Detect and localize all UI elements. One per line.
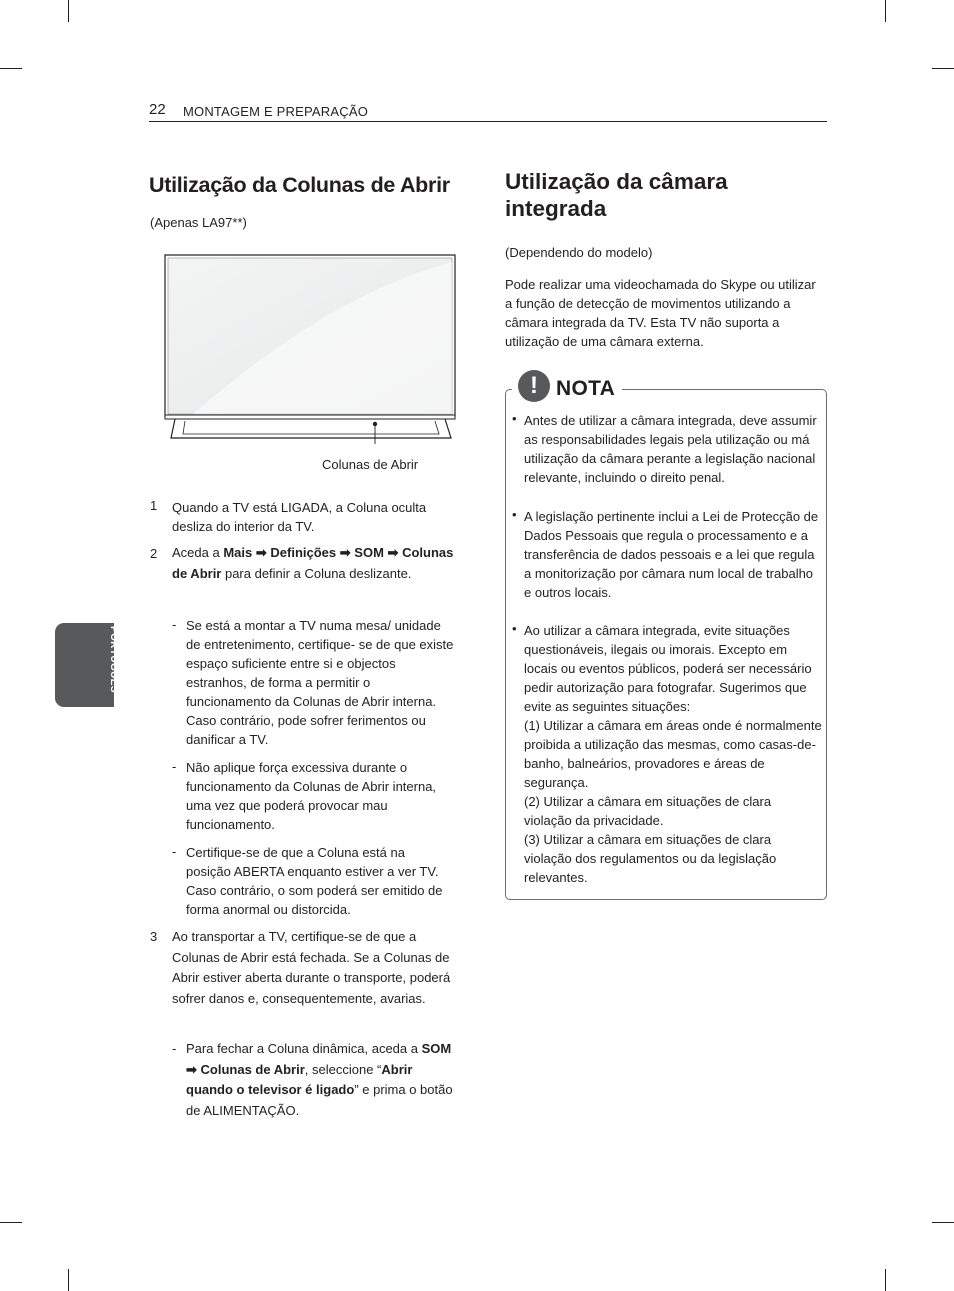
page-header <box>149 100 827 122</box>
dash-bullet: - <box>172 617 177 632</box>
step-text: Ao transportar a TV, certifique-se de que a Colunas de Abrir está fechada. Se a Colunas de Abrir estiver aberta durante o transporte, poderá sofrer danos e, consequentemente, avarias. <box>172 929 451 1006</box>
note-item: Antes de utilizar a câmara integrada, deve assumir as responsabilidades legais pela utilização ou má utilização da câmara perante a legislação nacional relevante, incluindo o direito penal. <box>524 413 817 485</box>
step-text: Quando a TV está LIGADA, a Coluna oculta desliza do interior da TV. <box>172 500 427 534</box>
note-item: A legislação pertinente inclui a Lei de Protecção de Dados Pessoais que regula o processamento e a transferência de dados pessoais e a lei que regula a monitorização por câmara num local de trabalho e outros locais. <box>524 509 819 600</box>
exclamation-glyph: ! <box>530 372 538 399</box>
step-number: 1 <box>150 498 158 513</box>
crop-mark <box>885 1269 886 1291</box>
crop-mark <box>932 1222 954 1223</box>
crop-mark <box>885 0 886 22</box>
left-model-note: (Apenas LA97**) <box>150 215 247 230</box>
page-number: 22 <box>149 101 166 118</box>
step-text: Aceda a Mais ➡ Definições ➡ SOM ➡ Colunas de Abrir para definir a Coluna deslizante. <box>172 545 454 581</box>
note-bullet: • <box>512 411 517 426</box>
note-item: Ao utilizar a câmara integrada, evite situações questionáveis, ilegais ou imorais. Excepto em locais ou eventos públicos, poderá ser necessário pedir autorização para fotografar. Sugerimos que evite as seguintes situações: <box>524 623 812 714</box>
left-heading: Utilização da Colunas de Abrir <box>149 173 450 197</box>
note-title: NOTA <box>556 377 616 400</box>
running-section-title: MONTAGEM E PREPARAÇÃO <box>183 104 369 119</box>
dash-bullet: - <box>172 1041 177 1056</box>
bullet-text: Não aplique força excessiva durante o funcionamento da Colunas de Abrir interna, uma vez que poderá provocar mau funcionamento. <box>186 760 437 832</box>
note-sub-item: (3) Utilizar a câmara em situações de clara violação dos regulamentos ou da legislação relevantes. <box>524 832 777 885</box>
step-number: 2 <box>150 546 158 561</box>
crop-mark <box>0 1222 22 1223</box>
tv-stand <box>171 419 451 438</box>
bullet-text: Para fechar a Coluna dinâmica, aceda a SOM ➡ Colunas de Abrir, seleccione “Abrir quando o televisor é ligado” e prima o botão de ALIMENTAÇÃO. <box>186 1041 453 1118</box>
warning-icon <box>518 370 550 402</box>
stand-inner <box>183 421 439 434</box>
right-model-note: (Dependendo do modelo) <box>505 245 653 260</box>
note-sub-item: (2) Utilizar a câmara em situações de clara violação da privacidade. <box>524 794 772 828</box>
dash-bullet: - <box>172 759 177 774</box>
tv-bottom-bar <box>165 415 455 419</box>
bullet-text: Certifique-se de que a Coluna está na posição ABERTA enquanto estiver a ver TV. Caso contrário, o som poderá ser emitido de forma anormal ou distorcida. <box>186 845 443 917</box>
right-intro-paragraph: Pode realizar uma videochamada do Skype ou utilizar a função de detecção de movimentos utilizando a câmara integrada da TV. Esta TV não suporta a utilização de uma câmara externa. <box>505 277 816 349</box>
right-heading: Utilização da câmara integrada <box>505 169 728 221</box>
note-bullet: • <box>512 507 517 522</box>
note-bullet: • <box>512 621 517 636</box>
dash-bullet: - <box>172 844 177 859</box>
language-tab-label: PORTUGUÊS <box>108 626 119 693</box>
crop-mark <box>68 1269 69 1291</box>
bullet-text: Se está a montar a TV numa mesa/ unidade de entretenimento, certifique- se de que existe espaço suficiente entre si e objectos estranhos, de forma a permitir o funcionamento da Colunas de Abrir interna. Caso contrário, pode sofrer ferimentos ou danificar a TV. <box>186 618 454 747</box>
step-number: 3 <box>150 929 158 944</box>
tv-illustration <box>163 252 459 444</box>
crop-mark <box>932 68 954 69</box>
crop-mark <box>0 68 22 69</box>
note-sub-item: (1) Utilizar a câmara em áreas onde é normalmente proibida a utilização das mesmas, como casas-de-banho, balneários, provadores e áreas de segurança. <box>524 718 822 790</box>
crop-mark <box>68 0 69 22</box>
figure-caption: Colunas de Abrir <box>322 457 419 472</box>
